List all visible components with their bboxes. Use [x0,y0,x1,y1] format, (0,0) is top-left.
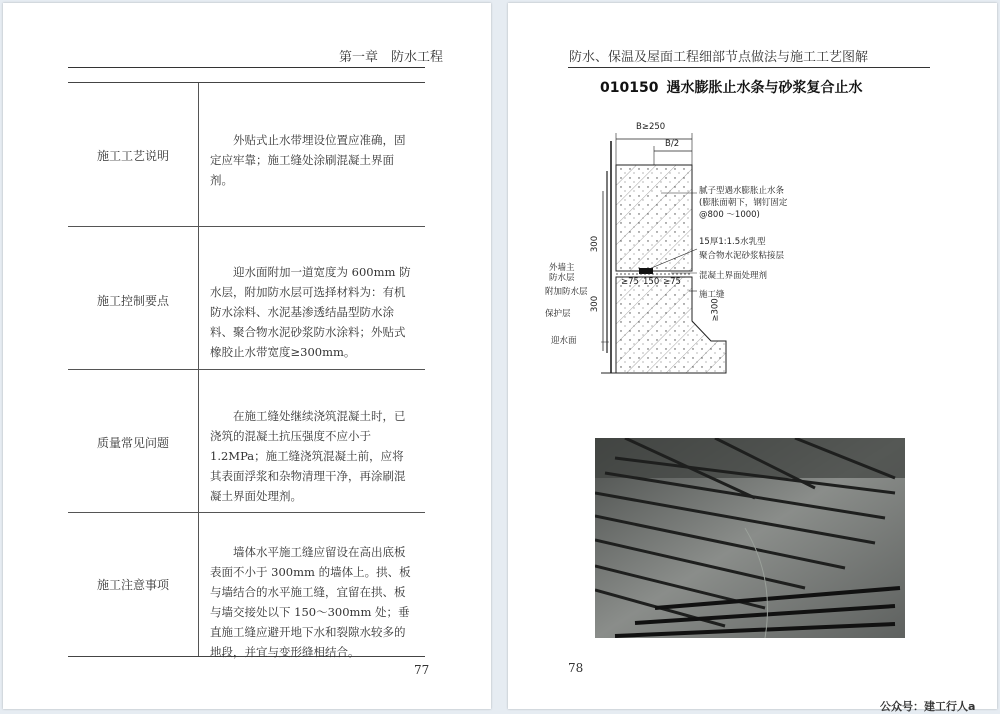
right-page [508,3,997,709]
header-rule [68,67,425,68]
label-agent: 混凝土界面处理剂 [699,271,768,281]
label-extra-layer: 附加防水层 [545,287,588,297]
row-label: 施工注意事项 [96,578,169,592]
row-label: 施工控制要点 [96,294,169,308]
label-strip-3: @800 ～1000) [699,210,760,220]
construction-table [68,82,425,657]
dim-75-a: ≥75 [621,277,639,287]
section-code: 010150 [600,80,659,96]
dim-300-right: ≥300 [710,298,721,322]
left-page-header: 第一章 防水工程 [339,50,444,65]
row-text: 外贴式止水带埋设位置应准确，固定应牢靠；施工缝处涂刷混凝土界面剂。 [210,133,406,187]
watermark: 公众号：建工行人a [880,700,976,713]
site-photo-svg [595,438,905,638]
page-number: 78 [568,661,584,675]
table-row [68,226,425,370]
row-text: 墙体水平施工缝应留设在高出底板表面不小于 300mm 的墙体上。拱、板与墙结合的水平施工缝，宜留在拱、板与墙交接处以下 150～300mm 处；垂直施工缝应避开地下水和裂隙水较多的地段，并宜与变形缝相结合。 [210,545,411,659]
label-strip-1: 腻子型遇水膨胀止水条 [699,186,785,196]
table-row [68,512,425,657]
table-row [68,83,425,226]
row-text: 迎水面附加一道宽度为 600mm 防水层，附加防水层可选择材料为：有机防水涂料、水泥基渗透结晶型防水涂料、聚合物水泥砂浆防水涂料；外贴式橡胶止水带宽度≥300mm。 [210,265,411,359]
section-title [600,77,862,97]
label-outer-wall-2: 防水层 [549,273,575,283]
left-page [3,3,491,709]
label-joint: 施工缝 [699,290,725,300]
dim-top: B≥250 [636,122,666,132]
row-text: 在施工缝处继续浇筑混凝土时，已浇筑的混凝土抗压强度不应小于 1.2MPa；施工缝浇筑混凝土前，应将其表面浮浆和杂物清理干净，再涂刷混凝土界面处理剂。 [210,409,406,503]
table-row [68,369,425,513]
label-protect-layer: 保护层 [545,309,571,319]
label-mortar-1: 15厚1:1.5水乳型 [699,237,766,247]
right-page-header: 防水、保温及屋面工程细部节点做法与施工工艺图解 [569,50,869,65]
row-label: 施工工艺说明 [96,149,169,163]
waterstop-detail-drawing [545,121,836,386]
dim-150: 150 [643,277,660,287]
dim-half: B/2 [665,139,680,149]
site-photo [595,438,905,638]
dim-300-lower: 300 [590,295,601,313]
label-water-face: 迎水面 [551,336,577,346]
dim-75-b: ≥75 [663,277,681,287]
page-number: 77 [414,663,430,677]
label-strip-2: (膨胀面朝下，钢钉固定 [699,198,788,208]
header-rule [568,67,930,68]
label-mortar-2: 聚合物水泥砂浆粘接层 [699,251,785,261]
section-title-text: 遇水膨胀止水条与砂浆复合止水 [666,80,863,96]
row-label: 质量常见问题 [96,436,169,450]
label-outer-wall-1: 外墙主 [549,263,575,273]
dim-300-upper: 300 [590,235,601,253]
